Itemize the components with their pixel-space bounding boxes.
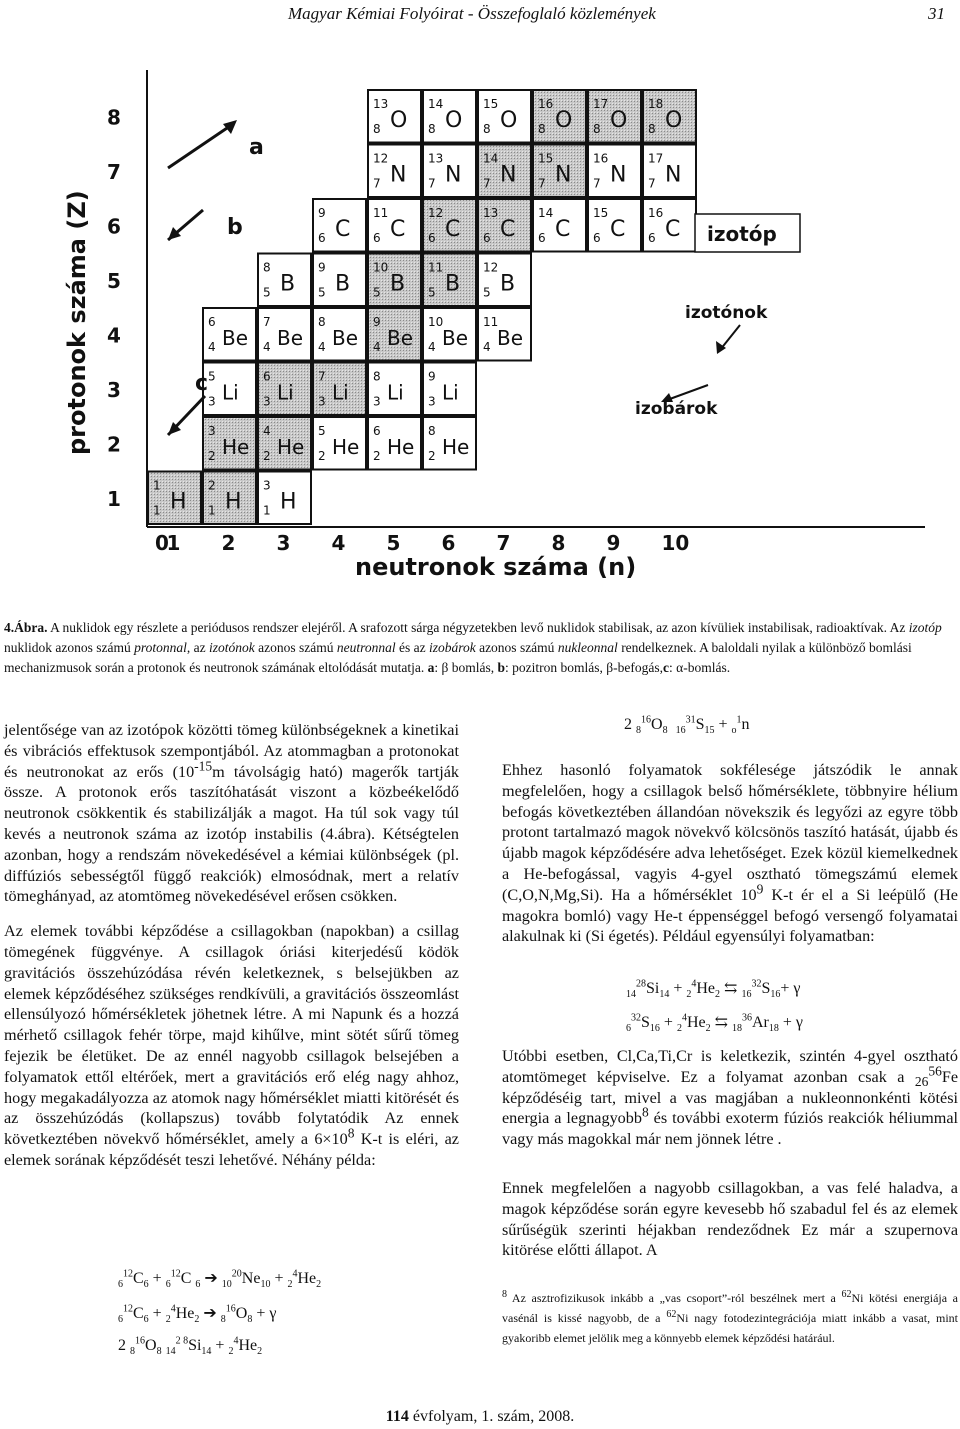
- nuclide-cell: [313, 254, 366, 307]
- x-tick-label: 10: [661, 531, 690, 555]
- mass-number: 9: [428, 369, 436, 384]
- x-tick-label: 1: [166, 531, 181, 555]
- mass-number: 15: [483, 97, 499, 111]
- element-symbol: Li: [222, 380, 239, 405]
- nuclide-cell: [258, 472, 311, 525]
- atomic-number: 3: [318, 394, 326, 409]
- mass-number: 3: [208, 424, 216, 438]
- legend-isotones: izotónok: [685, 303, 768, 323]
- equation-s32-ar36: $_6^{32}S_{16} + _2^4He_2$ ⇆ $_{18}^{36}Ar_{18} + \gamma$: [626, 1012, 803, 1035]
- y-tick-label: 5: [107, 268, 121, 293]
- nuclide-cell: [368, 417, 421, 470]
- mass-number: 8: [318, 315, 326, 329]
- element-symbol: Be: [222, 326, 249, 350]
- element-symbol: O: [555, 108, 573, 133]
- x-tick-label: 6: [441, 531, 456, 555]
- mass-number: 9: [373, 315, 381, 329]
- paragraph: jelentősége van az izotópok közötti tömeg különbségeknek a kinetikai és vibrációs effektusok szempontjából. Az atommagban a protonokat és neutronokat az erős ($10^{-15}m$ távolságig ható) magerők tartják össze. A protonok erős taszítóhatását viszont a közbeékelődő neutronok csökkentik és stabilizálják a magot. Ha túl sok vagy túl kevés a neutronok száma az izotóp instabilis (4.ábra). Kétségtelen azonban, hogy a rendszám növekedésével a kémiai különbségek (pl. diffúziós sebességtől függő reakciók) elmosódnak, mert a relatív tömeghányad, az atomtömeg növekedésével erősen csökken.: [4, 721, 459, 906]
- atomic-number: 2: [263, 449, 271, 463]
- element-symbol: Be: [497, 326, 524, 350]
- mass-number: 9: [318, 260, 326, 275]
- atomic-number: 8: [593, 122, 601, 136]
- element-symbol: Li: [332, 380, 349, 405]
- nuclide-cell: [148, 472, 201, 525]
- equation-o16-s31: 2 $_8^{16}O_8$ $_{16}^{31}S_{15} + _o^1n$: [624, 714, 750, 737]
- mass-number: 12: [428, 206, 444, 220]
- mass-number: 10: [428, 315, 444, 329]
- atomic-number: 2: [208, 449, 216, 463]
- page-footer: 114 évfolyam, 1. szám, 2008.: [385, 1408, 575, 1425]
- element-symbol: O: [665, 108, 683, 133]
- element-symbol: C: [610, 217, 626, 242]
- nuclide-cell: [368, 254, 421, 307]
- nuclide-cell: [313, 363, 366, 416]
- caption-text: nuklidok azonos számú: [4, 640, 135, 655]
- atomic-number: 5: [373, 285, 381, 300]
- y-tick-label: 2: [107, 432, 121, 457]
- element-symbol: Li: [277, 380, 294, 405]
- mass-number: 2: [208, 478, 216, 493]
- mass-number: 16: [648, 206, 664, 220]
- caption-term: izobárok: [428, 640, 476, 655]
- element-symbol: Li: [387, 380, 404, 405]
- mass-number: 11: [428, 260, 444, 275]
- mass-number: 13: [483, 206, 499, 220]
- element-symbol: He: [332, 435, 360, 459]
- atomic-number: 7: [373, 176, 381, 191]
- atomic-number: 4: [428, 340, 436, 354]
- element-symbol: N: [500, 162, 517, 188]
- y-tick-label: 6: [107, 214, 121, 239]
- atomic-number: 2: [428, 449, 436, 463]
- nuclide-cell: [313, 417, 366, 470]
- x-tick-label: 2: [221, 531, 236, 555]
- x-tick-label: 8: [551, 531, 566, 555]
- nuclide-cell: [423, 308, 476, 361]
- nuclide-cell: [203, 472, 256, 525]
- nuclide-cell: [478, 145, 531, 198]
- caption-text: rendelkeznek. A baloldali nyilak a különböző bomlási mechanizmusok során a protonok és neutronok számának eltolódását mutatja.: [4, 640, 912, 675]
- atomic-number: 6: [593, 231, 601, 245]
- nuclide-cell: [478, 254, 531, 307]
- legend-isobars: izobárok: [635, 399, 718, 419]
- right-column: [502, 760, 958, 947]
- legend-isotope: izotóp: [707, 222, 777, 246]
- figure-caption: [4, 618, 948, 678]
- element-symbol: B: [335, 271, 351, 297]
- y-axis-title: protonok száma (Z): [63, 190, 91, 455]
- caption-text: , az: [186, 640, 209, 655]
- element-symbol: N: [445, 162, 462, 188]
- atomic-number: 1: [153, 503, 161, 518]
- equation-c12-ne20: $_6^{12}C_6 + _6^{12}C$ $_6$ ➔ $_{10}^{20}Ne_{10} + _2^4He_2$: [118, 1268, 322, 1291]
- mass-number: 18: [648, 97, 664, 111]
- y-tick-label: 7: [107, 159, 121, 184]
- right-column-cont: [502, 1046, 958, 1261]
- caption-text: azonos számú: [475, 640, 558, 655]
- nuclide-cells: [148, 90, 696, 524]
- mass-number: 13: [428, 151, 444, 166]
- mass-number: 6: [263, 369, 271, 384]
- mass-number: 12: [483, 260, 499, 275]
- caption-term: protonnal: [134, 640, 187, 655]
- nuclide-cell: [643, 145, 696, 198]
- mass-number: 15: [538, 151, 554, 166]
- element-symbol: He: [222, 435, 250, 459]
- mass-number: 8: [428, 424, 436, 438]
- nuclide-cell: [368, 199, 421, 252]
- caption-text: és az: [395, 640, 429, 655]
- caption-key: c: [663, 660, 669, 675]
- caption-label: 4.Ábra.: [4, 620, 48, 635]
- nuclide-cell: [423, 417, 476, 470]
- nuclide-cell: [423, 145, 476, 198]
- nuclide-cell: [423, 199, 476, 252]
- page-number: 31: [928, 4, 945, 23]
- caption-term: neutronnal: [336, 640, 396, 655]
- mass-number: 13: [373, 97, 389, 111]
- left-column: [4, 720, 459, 1171]
- y-tick-label: 8: [107, 105, 121, 130]
- atomic-number: 8: [648, 122, 656, 136]
- mass-number: 12: [373, 151, 389, 166]
- atomic-number: 8: [373, 122, 381, 136]
- x-tick-label: 3: [276, 531, 291, 555]
- atomic-number: 6: [483, 231, 491, 245]
- caption-text: A nuklidok egy részlete a periódusos rendszer elejéről. A srafozott sárga négyzetekben levő nuklidok stabilisak, az azon kívüliek instabilisak, radioaktívak. Az: [47, 620, 909, 635]
- atomic-number: 3: [263, 394, 271, 409]
- mass-number: 14: [483, 151, 499, 166]
- nuclide-cell: [588, 145, 641, 198]
- y-tick-label: 3: [107, 377, 121, 402]
- x-tick-label: 9: [606, 531, 621, 555]
- nuclide-cell: [203, 308, 256, 361]
- caption-text: : α-bomlás.: [669, 660, 731, 675]
- atomic-number: 1: [263, 503, 271, 518]
- element-symbol: Be: [277, 326, 304, 350]
- element-symbol: N: [610, 162, 627, 188]
- arrow-label-c: c: [195, 371, 209, 396]
- element-symbol: O: [390, 108, 408, 133]
- nuclide-cell: [203, 363, 256, 416]
- y-tick-label: 4: [107, 323, 121, 348]
- nuclide-cell: [643, 90, 696, 143]
- caption-text: azonos számú: [254, 640, 337, 655]
- atomic-number: 8: [428, 122, 436, 136]
- element-symbol: C: [500, 217, 516, 242]
- atomic-number: 8: [538, 122, 546, 136]
- equation-si28-s32: $_{14}^{28}Si_{14} + _2^4He_2$ ⇆ $_{16}^{32}S_{16}+ \gamma$: [626, 978, 801, 1001]
- mass-number: 4: [263, 424, 271, 438]
- nuclide-cell: [313, 308, 366, 361]
- element-symbol: N: [390, 162, 407, 188]
- caption-text: : pozitron bomlás, β-befogás,: [505, 660, 663, 675]
- element-symbol: H: [170, 489, 187, 515]
- element-symbol: O: [500, 108, 518, 133]
- running-header: Magyar Kémiai Folyóirat - Összefoglaló közlemények: [288, 4, 656, 23]
- nuclide-cell: [423, 90, 476, 143]
- paragraph: Az elemek további képződése a csillagokban (napokban) a csillag tömegének függvénye. A csillagok óriási kiterjedésű ködök gravitációs összehúzódása révén keletkeznek, s belsejükben az elemek képződéséhez szükséges rendkívüli, a gravitációs összeomlást ellensúlyozó hőmérsékletek jöhetnek létre. A mi Napunk és a hozzá mérhető csillagok fehér törpe, majd kihűlve, mint sötét sűrű tömeg fejezik be életüket. De az ennél nagyobb csillagok belsejében a folyamatok ettől eltérőek, mert a gravitációs erő elég nagy ahhoz, hogy megakadályozza az atomok nagy hőmérséklet miatti kitörését és az összehúzódás (kollapszus) tovább folytatódik Az ennek következtében növekvő hőmérséklet, amely a $6\times 10^8$ K-t is eléri, az elemek sorának képződését teszi lehetővé. Néhány példa:: [4, 922, 459, 1169]
- atomic-number: 6: [648, 231, 656, 245]
- equation-c12-o16: $_6^{12}C_6 + _2^4He_2$ ➔ $_8^{16}O_8 + \gamma$: [118, 1303, 277, 1326]
- mass-number: 7: [318, 369, 326, 384]
- nuclide-cell: [313, 199, 366, 252]
- mass-number: 9: [318, 206, 326, 220]
- atomic-number: 2: [373, 449, 381, 463]
- footnote: $^8$ Az asztrofizikusok inkább a „vas csoport”-ról beszélnek mert a $^{62}$Ni kötési energiája a vasénál is kissé nagyobb, de a $^{62}$Ni nagy fotodezintegrációja miatt inkább a vasat, mint gyakoribb elemet jelölik meg a könnyebb elemek képződési határául.: [502, 1289, 958, 1345]
- arrow-label-b: b: [227, 215, 243, 240]
- mass-number: 5: [208, 369, 216, 384]
- atomic-number: 6: [428, 231, 436, 245]
- nuclide-cell: [423, 363, 476, 416]
- paragraph: Utóbbi esetben, Cl,Ca,Ti,Cr is keletkezik, szintén 4-gyel osztható atomtömeget képviselve. Ez a folyamat azonban csak a $_{26}^{56}$Fe képződéséig tart, mivel a vas magjában a nukleonnonkénti kötési energia a legnagyobb$^8$ és további exoterm fúziós reakciók héliummal vagy más magokkal már nem jönnek létre .: [502, 1047, 959, 1149]
- nuclide-cell: [588, 199, 641, 252]
- caption-key: b: [497, 660, 506, 675]
- element-symbol: N: [555, 162, 572, 188]
- nuclide-cell: [533, 199, 586, 252]
- element-symbol: C: [335, 217, 351, 242]
- atomic-number: 7: [538, 176, 546, 191]
- mass-number: 5: [318, 424, 326, 438]
- equation-o16-si28: 2 $_8^{16}O_8$ $_{14}^{2 8}Si_{14} + _2^4He_2$: [118, 1335, 263, 1358]
- atomic-number: 7: [593, 176, 601, 191]
- atomic-number: 4: [263, 340, 271, 354]
- x-tick-label: 4: [331, 531, 346, 555]
- mass-number: 1: [153, 478, 161, 493]
- element-symbol: B: [500, 271, 516, 297]
- mass-number: 10: [373, 260, 389, 275]
- mass-number: 17: [593, 97, 609, 111]
- atomic-number: 3: [428, 394, 436, 409]
- y-tick-label: 1: [107, 486, 121, 511]
- mass-number: 16: [538, 97, 554, 111]
- nuclide-cell: [258, 254, 311, 307]
- atomic-number: 1: [208, 503, 216, 518]
- atomic-number: 6: [318, 231, 326, 245]
- atomic-number: 7: [428, 176, 436, 191]
- mass-number: 14: [538, 206, 554, 220]
- nuclide-cell: [533, 145, 586, 198]
- atomic-number: 6: [373, 231, 381, 245]
- mass-number: 11: [483, 315, 499, 329]
- element-symbol: C: [445, 217, 461, 242]
- atomic-number: 3: [208, 394, 216, 409]
- element-symbol: C: [665, 217, 681, 242]
- atomic-number: 4: [373, 340, 381, 354]
- atomic-number: 5: [483, 285, 491, 300]
- mass-number: 3: [263, 478, 271, 493]
- nuclide-cell: [478, 308, 531, 361]
- element-symbol: O: [445, 108, 463, 133]
- mass-number: 7: [263, 315, 271, 329]
- caption-term: nukleonnal: [557, 640, 618, 655]
- element-symbol: Li: [442, 380, 459, 405]
- atomic-number: 8: [483, 122, 491, 136]
- caption-term: izotónok: [208, 640, 255, 655]
- nuclide-cell: [478, 199, 531, 252]
- nuclide-cell: [258, 308, 311, 361]
- mass-number: 8: [373, 369, 381, 384]
- nuclide-cell: [368, 145, 421, 198]
- mass-number: 14: [428, 97, 444, 111]
- mass-number: 15: [593, 206, 609, 220]
- atomic-number: 2: [318, 449, 326, 463]
- arrow-label-a: a: [249, 135, 264, 160]
- mass-number: 6: [373, 424, 381, 438]
- element-symbol: Be: [387, 326, 414, 350]
- atomic-number: 7: [483, 176, 491, 191]
- element-symbol: B: [280, 271, 296, 297]
- atomic-number: 3: [373, 394, 381, 409]
- element-symbol: N: [665, 162, 682, 188]
- element-symbol: He: [277, 435, 305, 459]
- nuclide-cell: [533, 90, 586, 143]
- nuclide-cell: [203, 417, 256, 470]
- caption-term: izotóp: [908, 620, 942, 635]
- element-symbol: H: [280, 489, 297, 515]
- x-tick-label: 5: [386, 531, 401, 555]
- nuclide-cell: [368, 90, 421, 143]
- nuclide-cell: [258, 363, 311, 416]
- atomic-number: 7: [648, 176, 656, 191]
- mass-number: 17: [648, 151, 664, 166]
- atomic-number: 4: [483, 340, 491, 354]
- paragraph: Ennek megfelelően a nagyobb csillagokban, a vas felé haladva, a magok képződése során egyre kevesebb hő szabadul fel és az elemek sűrűségük szerinti héjakban rendeződnek Ez már a szupernova kitörése előtti állapot. A: [502, 1178, 958, 1260]
- mass-number: 8: [263, 260, 271, 275]
- x-tick-label: 7: [496, 531, 511, 555]
- nuclide-cell: [478, 90, 531, 143]
- element-symbol: He: [387, 435, 415, 459]
- atomic-number: 6: [538, 231, 546, 245]
- atomic-number: 5: [263, 285, 271, 300]
- mass-number: 11: [373, 206, 389, 220]
- x-tick-label: 0: [155, 531, 169, 555]
- element-symbol: O: [610, 108, 628, 133]
- element-symbol: He: [442, 435, 470, 459]
- nuclide-chart-figure: [55, 50, 935, 610]
- mass-number: 6: [208, 315, 216, 329]
- atomic-number: 4: [208, 340, 216, 354]
- element-symbol: Be: [332, 326, 359, 350]
- nuclide-cell: [368, 363, 421, 416]
- element-symbol: Be: [442, 326, 469, 350]
- nuclide-cell: [643, 199, 696, 252]
- mass-number: 16: [593, 151, 609, 166]
- atomic-number: 5: [428, 285, 436, 300]
- caption-text: : β bomlás,: [434, 660, 498, 675]
- nuclide-cell: [258, 417, 311, 470]
- element-symbol: C: [555, 217, 571, 242]
- paragraph: Ehhez hasonló folyamatok sokfélesége játszódik le annak megfelelően, hogy a csillagok belső hőmérséklete, többnyire hélium befogás következtében állandóan növekszik és legyőzi az egyre több protont tartalmazó magok növekvő kölcsönös taszító hatását, újabb és újabb magok képződésére adva lehetőséget. Ezek közül kiemelkednek a He-befogással, vagyis 4-gyel osztható tömegszámú elemek (C,O,N,Mg,Si). Ha a hőmérséklet $10^9$ K-t ér el a Si leépülő (He magokra bomló) vagy He-t éppenséggel befogó versengő folyamatai alakulnak ki (Si égetés). Például egyensúlyi folyamatban:: [502, 761, 958, 946]
- element-symbol: C: [390, 217, 406, 242]
- atomic-number: 4: [318, 340, 326, 354]
- caption-key: a: [427, 660, 435, 675]
- atomic-number: 5: [318, 285, 326, 300]
- nuclide-cell: [588, 90, 641, 143]
- element-symbol: H: [225, 489, 242, 515]
- nuclide-cell: [368, 308, 421, 361]
- x-axis-title: neutronok száma (n): [355, 553, 637, 581]
- element-symbol: B: [390, 271, 406, 297]
- element-symbol: B: [445, 271, 461, 297]
- nuclide-cell: [423, 254, 476, 307]
